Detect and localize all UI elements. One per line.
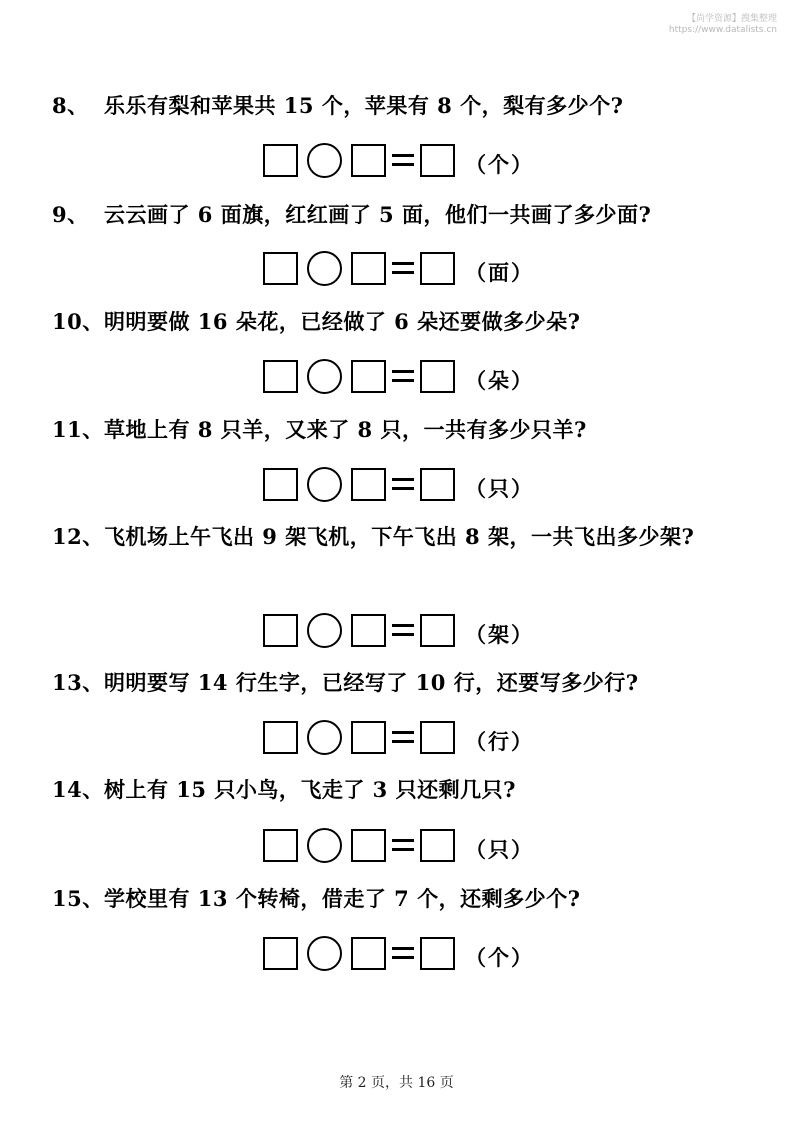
result-box[interactable] [420, 468, 455, 501]
operator-circle[interactable] [307, 467, 342, 502]
operator-circle[interactable] [307, 720, 342, 755]
operator-circle[interactable] [307, 613, 342, 648]
equals-sign [392, 838, 414, 852]
question-number: 12、 [52, 524, 104, 549]
result-box[interactable] [420, 614, 455, 647]
equals-sign [392, 946, 414, 960]
question [52, 411, 752, 448]
watermark [577, 14, 777, 36]
operand-box[interactable] [351, 360, 386, 393]
problem-15 [52, 880, 752, 917]
question-text: 明明要写 14 行生字，已经写了 10 行，还要写多少行? [104, 670, 639, 695]
operator-circle[interactable] [307, 251, 342, 286]
operand-box[interactable] [351, 721, 386, 754]
operand-box[interactable] [263, 937, 298, 970]
question-text: 飞机场上午飞出 9 架飞机，下午飞出 8 架，一共飞出多少架? [104, 524, 695, 549]
question-number: 8、 [52, 93, 89, 118]
operator-circle[interactable] [307, 936, 342, 971]
equals-sign [392, 623, 414, 637]
equals-sign [392, 153, 414, 167]
operand-box[interactable] [263, 252, 298, 285]
operator-circle[interactable] [307, 143, 342, 178]
operand-box[interactable] [263, 829, 298, 862]
answer-equation [263, 140, 534, 180]
question [52, 664, 752, 701]
unit-label: （只） [465, 476, 534, 501]
equals-sign [392, 369, 414, 383]
operand-box[interactable] [351, 468, 386, 501]
result-box[interactable] [420, 937, 455, 970]
operand-box[interactable] [263, 468, 298, 501]
problem-8 [52, 87, 752, 124]
unit-label: （个） [465, 152, 534, 177]
question [52, 303, 752, 340]
operand-box[interactable] [263, 614, 298, 647]
question-number: 9、 [52, 202, 89, 227]
question [52, 880, 752, 917]
equals-sign [392, 730, 414, 744]
operand-box[interactable] [263, 721, 298, 754]
unit-label: （行） [465, 729, 534, 754]
question-text: 学校里有 13 个转椅，借走了 7 个，还剩多少个? [104, 886, 581, 911]
question-number: 14、 [52, 777, 104, 802]
answer-equation [263, 610, 534, 650]
question-text: 云云画了 6 面旗，红红画了 5 面，他们一共画了多少面? [104, 202, 652, 227]
operator-circle[interactable] [307, 359, 342, 394]
watermark-url: https://www.datalists.cn [668, 25, 777, 35]
unit-label: （面） [465, 260, 534, 285]
question [52, 196, 752, 233]
question-number: 11、 [52, 417, 104, 442]
page-footer: 第 2 页，共 16 页 [339, 1075, 454, 1091]
answer-equation [263, 356, 534, 396]
equals-sign [392, 261, 414, 275]
problem-13 [52, 664, 752, 701]
operand-box[interactable] [351, 144, 386, 177]
operand-box[interactable] [263, 360, 298, 393]
operator-circle[interactable] [307, 828, 342, 863]
operand-box[interactable] [351, 829, 386, 862]
question-text: 明明要做 16 朵花，已经做了 6 朵还要做多少朵? [104, 309, 581, 334]
question [52, 771, 752, 808]
watermark-source: 【尚学资源】搜集整理 [686, 14, 777, 24]
operand-box[interactable] [351, 937, 386, 970]
problem-10 [52, 303, 752, 340]
question [52, 87, 752, 124]
result-box[interactable] [420, 721, 455, 754]
result-box[interactable] [420, 252, 455, 285]
operand-box[interactable] [351, 614, 386, 647]
problem-14 [52, 771, 752, 808]
problem-12 [52, 518, 752, 555]
equals-sign [392, 477, 414, 491]
answer-equation [263, 717, 534, 757]
unit-label: （个） [465, 945, 534, 970]
question-text: 树上有 15 只小鸟，飞走了 3 只还剩几只? [104, 777, 516, 802]
result-box[interactable] [420, 144, 455, 177]
question [52, 518, 752, 555]
operand-box[interactable] [351, 252, 386, 285]
answer-equation [263, 464, 534, 504]
answer-equation [263, 248, 534, 288]
result-box[interactable] [420, 360, 455, 393]
question-text: 草地上有 8 只羊，又来了 8 只，一共有多少只羊? [104, 417, 587, 442]
question-text: 乐乐有梨和苹果共 15 个，苹果有 8 个，梨有多少个? [104, 93, 624, 118]
question-number: 15、 [52, 886, 104, 911]
unit-label: （架） [465, 622, 534, 647]
problem-11 [52, 411, 752, 448]
operand-box[interactable] [263, 144, 298, 177]
answer-equation [263, 933, 534, 973]
answer-equation [263, 825, 534, 865]
problem-9 [52, 196, 752, 233]
result-box[interactable] [420, 829, 455, 862]
question-number: 10、 [52, 309, 104, 334]
question-number: 13、 [52, 670, 104, 695]
unit-label: （只） [465, 837, 534, 862]
unit-label: （朵） [465, 368, 534, 393]
